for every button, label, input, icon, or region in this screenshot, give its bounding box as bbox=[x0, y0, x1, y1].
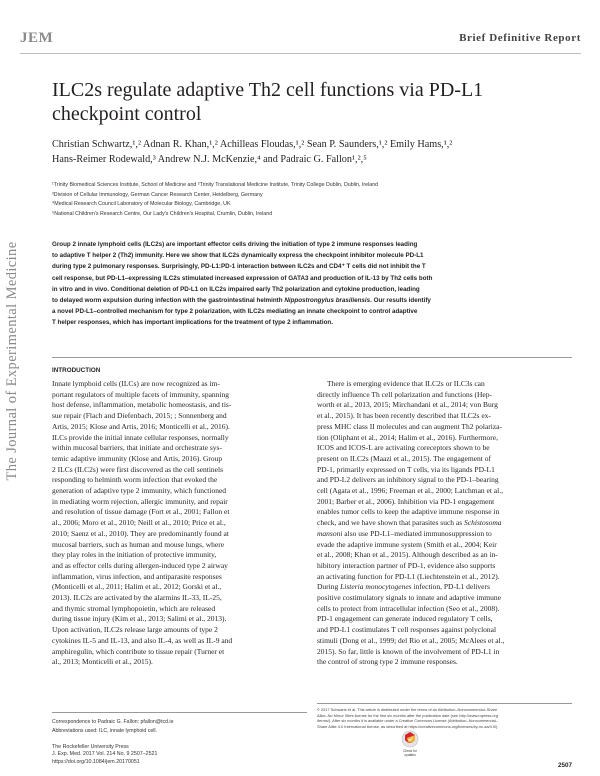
body-line: during tissue injury (Kim et al., 2013; Salimi et al., 2013). bbox=[52, 614, 227, 624]
badge-line-2: updates bbox=[404, 752, 416, 757]
publisher: The Rockefeller University Press bbox=[52, 744, 129, 750]
check-updates-icon bbox=[399, 730, 421, 750]
license-line: Alike–No Mirror Sites license for the first six months after the publication date (see http://www.rupress.org bbox=[317, 712, 498, 718]
body-line: Innate lymphoid cells (ILCs) are now recognized as im- bbox=[52, 379, 220, 388]
body-line: sue repair (Flach and Diefenbach, 2015; ; Sonnenberg and bbox=[52, 411, 227, 421]
body-line: and thymic stromal lymphopoietin, which are released bbox=[52, 603, 216, 613]
badge-label bbox=[399, 750, 421, 758]
body-line: cells to protect from intracellular infection (Seo et al., 2008). bbox=[317, 603, 500, 613]
body-line bbox=[317, 582, 572, 593]
authors-line-2: Hans-Reimer Rodewald,³ Andrew N.J. McKenzie,⁴ and Padraic G. Fallon¹,²,⁵ bbox=[52, 153, 367, 165]
body-text: During bbox=[317, 582, 341, 592]
species-name: Nippostrongylus brasiliensis bbox=[284, 297, 371, 305]
affiliation: ⁵National Children's Research Centre, Our Lady's Children's Hospital, Crumlin, Dublin, Ireland bbox=[52, 210, 273, 217]
body-line: host defense, inflammation, metabolic homeostasis, and tis- bbox=[52, 400, 232, 410]
body-line: temic adaptive immunity (Klose and Artis, 2016). Group bbox=[52, 453, 223, 463]
body-line: inflammation, virus infection, and antiparasite responses bbox=[52, 571, 222, 581]
body-line bbox=[317, 518, 572, 529]
abstract-line: Group 2 innate lymphoid cells (ILC2s) are important effector cells driving the initiation of type 2 immune responses leading bbox=[52, 241, 418, 248]
abstract-divider bbox=[52, 357, 572, 358]
body-line: generation of adaptive type 2 immunity, which functioned bbox=[52, 486, 227, 496]
body-line: stimuli (Dong et al., 1999; del Rio et al., 2005; McAlees et al., bbox=[317, 635, 505, 645]
body-line: ICOS and ICOS-L are activating coreceptors shown to be bbox=[317, 443, 490, 453]
body-line: the control of strong type 2 immune responses. bbox=[317, 657, 458, 667]
body-line: ILCs provide the initial innate cellular responses, normally bbox=[52, 432, 229, 442]
title-line-2: checkpoint control bbox=[52, 103, 202, 125]
author-list bbox=[52, 138, 572, 167]
body-line: and PD-L1 costimulates T cell responses against polyclonal bbox=[317, 625, 497, 635]
body-line: press MHC class II molecules and can augment Th2 polariza- bbox=[317, 421, 503, 431]
body-text: infection, PD-L1 delivers bbox=[411, 582, 490, 592]
correspondence-line: Correspondence to Padraic G. Fallon: pfallon@tcd.ie bbox=[52, 719, 174, 725]
body-line: PD-1, primarily expressed on T cells, via its ligands PD-L1 bbox=[317, 464, 495, 474]
body-line: Artis, 2015; Klose and Artis, 2016; Monticelli et al., 2016). bbox=[52, 421, 230, 431]
body-column-right bbox=[317, 379, 572, 668]
journal-logo: JEM bbox=[20, 30, 54, 46]
body-line: et al., 2015). It has been recently described that ILC2s ex- bbox=[317, 411, 491, 421]
body-line: they play roles in the initiation of protective immunity, bbox=[52, 550, 217, 560]
body-line: directly influence Th cell polarization and functions (Hep- bbox=[317, 389, 493, 399]
license-notice bbox=[317, 707, 572, 729]
check-for-updates-badge[interactable] bbox=[399, 730, 421, 760]
body-line: cell (Agata et al., 1996; Freeman et al., 2000; Latchman et al., bbox=[317, 486, 503, 496]
body-line: Upon activation, ILC2s release large amounts of type 2 bbox=[52, 625, 218, 635]
article-title bbox=[52, 78, 572, 126]
species-name: Listeria monocytogenes bbox=[340, 582, 412, 592]
abstract-line: cell response, but PD-L1–expressing ILC2s stimulated increased expression of GATA3 and production of IL-13 by Th2 cells both bbox=[52, 274, 433, 282]
abstract-line: during type 2 pulmonary responses. Surprisingly, PD-L1:PD-1 interaction between ILC2s and CD4⁺ T cells did not inhibit the T bbox=[52, 263, 426, 271]
body-line: responding to helminth worm infection that evoked the bbox=[52, 475, 218, 485]
license-divider bbox=[317, 703, 572, 704]
body-line: cytokines IL-5 and IL-13, and also IL-4, as well as IL-9 and bbox=[52, 635, 233, 645]
side-journal-name: The Journal of Experimental Medicine bbox=[4, 241, 20, 481]
body-text: also use PD-L1–mediated immunosuppression to bbox=[342, 528, 492, 538]
abstract-line: T helper responses, which has important implications for the treatment of type 2 inflammation. bbox=[52, 319, 333, 327]
body-line: and PD-L2 delivers an inhibitory signal to the PD-1–bearing bbox=[317, 475, 499, 485]
title-line-1: ILC2s regulate adaptive Th2 cell functions via PD-L1 bbox=[52, 79, 484, 101]
article-type: Brief Definitive Report bbox=[459, 32, 581, 44]
license-line: © 2017 Schwartz et al. This article is distributed under the terms of an Attribution–Noncommercial–Share bbox=[317, 707, 498, 712]
header-divider bbox=[20, 53, 581, 54]
body-line: and as effector cells during allergen-induced type 2 airway bbox=[52, 560, 228, 570]
abstract bbox=[52, 239, 572, 329]
abstract-line: a novel PD-L1–controlled mechanism for type 2 polarization, with ILC2s mediating an innate checkpoint to control adaptive bbox=[52, 308, 418, 316]
body-line: and resolution of tissue damage (Fort et al., 2001; Fallon et bbox=[52, 507, 230, 517]
body-line: (Monticelli et al., 2011; Halim et al., 2012; Gorski et al., bbox=[52, 582, 222, 592]
body-line: There is emerging evidence that ILC2s or ILC3s can bbox=[327, 379, 485, 388]
doi-link[interactable]: https://doi.org/10.1084/jem.20170051 bbox=[52, 758, 140, 765]
species-name: Schistosoma bbox=[464, 518, 502, 528]
body-line: tion (Oliphant et al., 2014; Halim et al., 2016). Furthermore, bbox=[317, 432, 499, 442]
body-line: al., 2013; Monticelli et al., 2015). bbox=[52, 657, 153, 667]
body-text: check, and we have shown that parasites such as bbox=[317, 518, 465, 528]
body-line: portant regulators of multiple facets of immunity, spanning bbox=[52, 389, 229, 399]
body-line: al., 2006; Moro et al., 2010; Neill et al., 2010; Price et al., bbox=[52, 518, 226, 528]
body-line: amphiregulin, which contribute to tissue repair (Turner et bbox=[52, 646, 225, 656]
abstract-line: in vitro and in vivo. Conditional deletion of PD-L1 on ILC2s impaired early Th2 polarization and cytokine production, leading bbox=[52, 285, 420, 293]
body-line: 2013). ILC2s are activated by the alarmins IL-33, IL-25, bbox=[52, 593, 222, 603]
body-line: 2010; Saenz et al., 2010). They are predominantly found at bbox=[52, 528, 229, 538]
body-line: evade the adaptive immune system (Smith et al., 2004; Keir bbox=[317, 539, 497, 549]
body-line: present on ILC2s (Maazi et al., 2015). The engagement of bbox=[317, 453, 491, 463]
correspondence bbox=[52, 718, 173, 736]
body-line: 2015). So far, little is known of the involvement of PD-L1 in bbox=[317, 646, 500, 656]
footnote-divider bbox=[52, 712, 307, 713]
body-line: positive costimulatory signals to innate and adaptive immune bbox=[317, 593, 501, 603]
license-line: /terms/). After six months it is available under a Creative Commons License (Attribution–Noncommercial– bbox=[317, 718, 498, 724]
body-line: enables tumor cells to keep the adaptive immune response in bbox=[317, 507, 500, 517]
affiliation: ³Division of Cellular Immunology, German Cancer Research Center, Heidelberg, Germany bbox=[52, 191, 263, 198]
section-heading-introduction: INTRODUCTION bbox=[52, 367, 101, 374]
body-line: hibitory interaction partner of PD-1, evidence also supports bbox=[317, 560, 496, 570]
license-line: Share Alike 4.0 International license, as described at https://creativecommons.org/licenses/by-nc-sa/4.0/). bbox=[317, 723, 499, 729]
page-number: 2507 bbox=[557, 762, 572, 769]
affiliations bbox=[52, 181, 572, 219]
publication-info bbox=[52, 744, 157, 766]
abstract-text: to delayed worm expulsion during infection with the gastrointestinal helminth bbox=[52, 297, 285, 305]
body-line: 2001; Barber et al., 2006). Inhibition via PD-1 engagement bbox=[317, 496, 495, 506]
species-name: mansoni bbox=[317, 528, 343, 538]
body-line: within mucosal barriers, that initiate and orchestrate sys- bbox=[52, 443, 222, 453]
body-column-left bbox=[52, 379, 307, 668]
abstract-line bbox=[52, 295, 572, 306]
body-line bbox=[317, 529, 572, 540]
body-line: PD-1 engagement can generate induced regulatory T cells, bbox=[317, 614, 493, 624]
body-line: 2 ILCs (ILC2s) were first discovered as the cell sentinels bbox=[52, 464, 223, 474]
body-line: mucosal barriers, such as human and mouse lungs, where bbox=[52, 539, 225, 549]
body-line: an activating function for PD-L1 (Liechtenstein et al., 2012). bbox=[317, 571, 500, 581]
badge-line-1: Check for bbox=[403, 749, 417, 753]
abstract-line: to adaptive T helper 2 (Th2) immunity. Here we show that ILC2s dynamically express the checkpoint inhibitor molecule PD-L1 bbox=[52, 252, 424, 260]
abbreviations-line: Abbreviations used: ILC, innate lymphoid cell. bbox=[52, 728, 157, 734]
affiliation: ¹Trinity Biomedical Sciences Institute, School of Medicine and ²Trinity Translational Medicine Institute, Trinity College Dublin, Dublin, Ireland bbox=[52, 182, 379, 188]
body-line: worth et al., 2013, 2015; Mirchandani et al., 2014; von Burg bbox=[317, 400, 498, 410]
authors-line-1: Christian Schwartz,¹,² Adnan R. Khan,¹,² Achilleas Floudas,¹,² Sean P. Saunders,¹,² Emily Hams,¹,² bbox=[52, 139, 453, 150]
body-line: et al., 2008; Khan et al., 2015). Although described as an in- bbox=[317, 550, 498, 560]
abstract-text: . Our results identify bbox=[370, 297, 431, 305]
citation: J. Exp. Med. 2017 Vol. 214 No. 9 2507–2521 bbox=[52, 751, 158, 758]
body-line: in mediating worm rejection, allergic immunity, and repair bbox=[52, 496, 228, 506]
affiliation: ⁴Medical Research Council Laboratory of Molecular Biology, Cambridge, UK bbox=[52, 201, 231, 207]
